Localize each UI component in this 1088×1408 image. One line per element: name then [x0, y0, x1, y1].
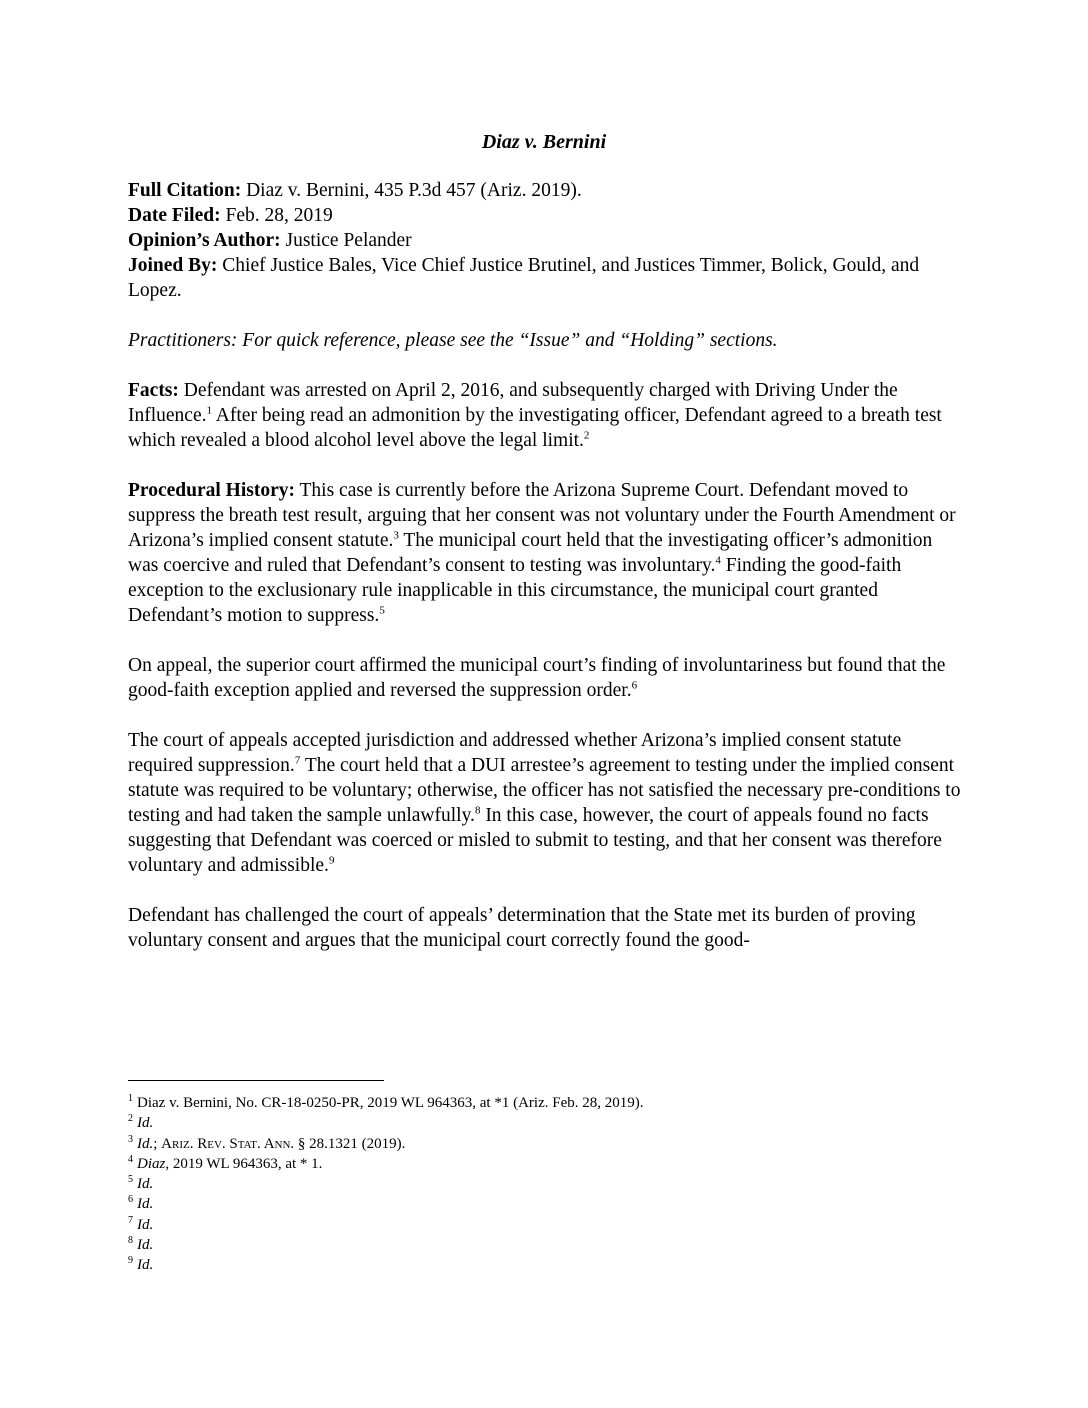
date-label: Date Filed: [128, 205, 221, 226]
footnote-case: Diaz [137, 1155, 166, 1172]
footnote-text: Diaz v. Bernini, No. CR-18-0250-PR, 2019 WL 964363, at *1 (Ariz. Feb. 28, 2019). [137, 1095, 644, 1111]
challenge-paragraph [128, 903, 963, 953]
date-value: Feb. 28, 2019 [220, 205, 333, 226]
citation-label: Full Citation: [128, 180, 242, 201]
footnote-ref[interactable]: 1 [206, 404, 212, 417]
footnote-text: Id. [137, 1216, 154, 1233]
footnote [128, 1194, 963, 1214]
procedural-label: Procedural History: [128, 480, 295, 501]
footnote [128, 1174, 963, 1194]
date-filed-line [128, 203, 963, 228]
facts-text-1: Defendant was arrested on April 2, 2016, and subsequently charged with Driving Under the Influence. [128, 380, 898, 426]
appeal-paragraph [128, 653, 963, 703]
footnote-ref[interactable]: 4 [715, 554, 721, 567]
facts-text-2: After being read an admonition by the investigating officer, Defendant agreed to a breath test which revealed a blood alcohol level above the legal limit. [128, 405, 942, 451]
joined-by-line [128, 253, 963, 303]
footnote-ref[interactable]: 6 [631, 679, 638, 692]
footnote-text: Id. [137, 1237, 154, 1254]
procedural-text-1: This case is currently before the Arizona Supreme Court. Defendant moved to suppress the breath test result, arguing that her consent was not voluntary under the Fourth Amendment or Arizona’s implied consent statute. [128, 480, 956, 551]
footnote-separator [128, 1080, 384, 1081]
court-of-appeals-paragraph [128, 728, 963, 878]
footnote [128, 1134, 963, 1154]
author-line [128, 228, 963, 253]
footnote-ref[interactable]: 7 [294, 754, 301, 767]
footnote [128, 1093, 963, 1113]
joined-label: Joined By: [128, 255, 218, 276]
footnote [128, 1235, 963, 1255]
footnote-text: Id. [137, 1176, 154, 1193]
footnote-number: 6 [128, 1194, 133, 1206]
footnote-ref[interactable]: 9 [328, 854, 335, 867]
procedural-text-3: Finding the good-faith exception to the exclusionary rule inapplicable in this circumstance, the municipal court granted Defendant’s motion to suppress. [128, 555, 902, 626]
footnote-ref[interactable]: 5 [379, 604, 385, 617]
facts-label: Facts: [128, 380, 179, 401]
footnote-number: 3 [128, 1133, 133, 1145]
author-value: Justice Pelander [280, 230, 412, 251]
citation-value: Diaz v. Bernini, 435 P.3d 457 (Ariz. 2019). [241, 180, 582, 201]
footnote-text: Id. [137, 1115, 154, 1132]
footnote-ref[interactable]: 3 [393, 529, 399, 542]
footnote-number: 1 [128, 1093, 133, 1104]
coa-text-3: In this case, however, the court of appeals found no facts suggesting that Defendant was coerced or misled to submit to testing, and that her consent was therefore voluntary and admissible. [128, 805, 942, 876]
footnote [128, 1154, 963, 1174]
footnote-text: , 2019 WL 964363, at * 1. [165, 1155, 323, 1172]
full-citation-line [128, 178, 963, 203]
joined-value: Chief Justice Bales, Vice Chief Justice Brutinel, and Justices Timmer, Bolick, Gould, and Lopez. [128, 255, 920, 301]
footnote [128, 1113, 963, 1133]
coa-text-2: The court held that a DUI arrestee’s agreement to testing under the implied consent statute was required to be voluntary; otherwise, the officer has not satisfied the necessary pre-conditions to testing and had taken the sample unlawfully. [128, 755, 961, 826]
document-body [128, 178, 963, 953]
appeal-text: On appeal, the superior court affirmed the municipal court’s finding of involuntariness but found that the good-faith exception applied and reversed the suppression order. [128, 655, 946, 701]
footnote-id: Id. [137, 1135, 154, 1152]
footnote-text: § 28.1321 (2019). [294, 1135, 406, 1152]
footnote-statute: Ariz. Rev. Stat. Ann. [161, 1135, 295, 1152]
footnote-text: Id. [137, 1196, 154, 1213]
case-title: Diaz v. Bernini [481, 131, 607, 153]
procedural-history-paragraph [128, 478, 963, 628]
challenge-text: Defendant has challenged the court of appeals’ determination that the State met its burden of proving voluntary consent and argues that the municipal court correctly found the good- [128, 905, 916, 951]
coa-text-1: The court of appeals accepted jurisdiction and addressed whether Arizona’s implied consent statute required suppression. [128, 730, 902, 776]
footnote-number: 5 [128, 1174, 133, 1186]
footnote-number: 2 [128, 1113, 133, 1125]
footnote [128, 1255, 963, 1275]
procedural-text-2: The municipal court held that the investigating officer’s admonition was coercive and ruled that Defendant’s consent to testing was involuntary. [128, 530, 933, 576]
footnote-number: 7 [128, 1214, 133, 1226]
footnote-number: 8 [128, 1235, 133, 1247]
author-label: Opinion’s Author: [128, 230, 281, 251]
facts-paragraph [128, 378, 963, 453]
practitioners-note: Practitioners: For quick reference, please see the “Issue” and “Holding” sections. [128, 330, 778, 351]
footnote-number: 9 [128, 1255, 133, 1267]
footnote-text: Id. [137, 1257, 154, 1274]
footnotes [128, 1093, 963, 1276]
footnote-number: 4 [128, 1153, 133, 1165]
footnote-ref[interactable]: 2 [583, 429, 590, 442]
footnote [128, 1215, 963, 1235]
footnote-sep: ; [153, 1135, 162, 1152]
footnote-ref[interactable]: 8 [474, 804, 481, 817]
